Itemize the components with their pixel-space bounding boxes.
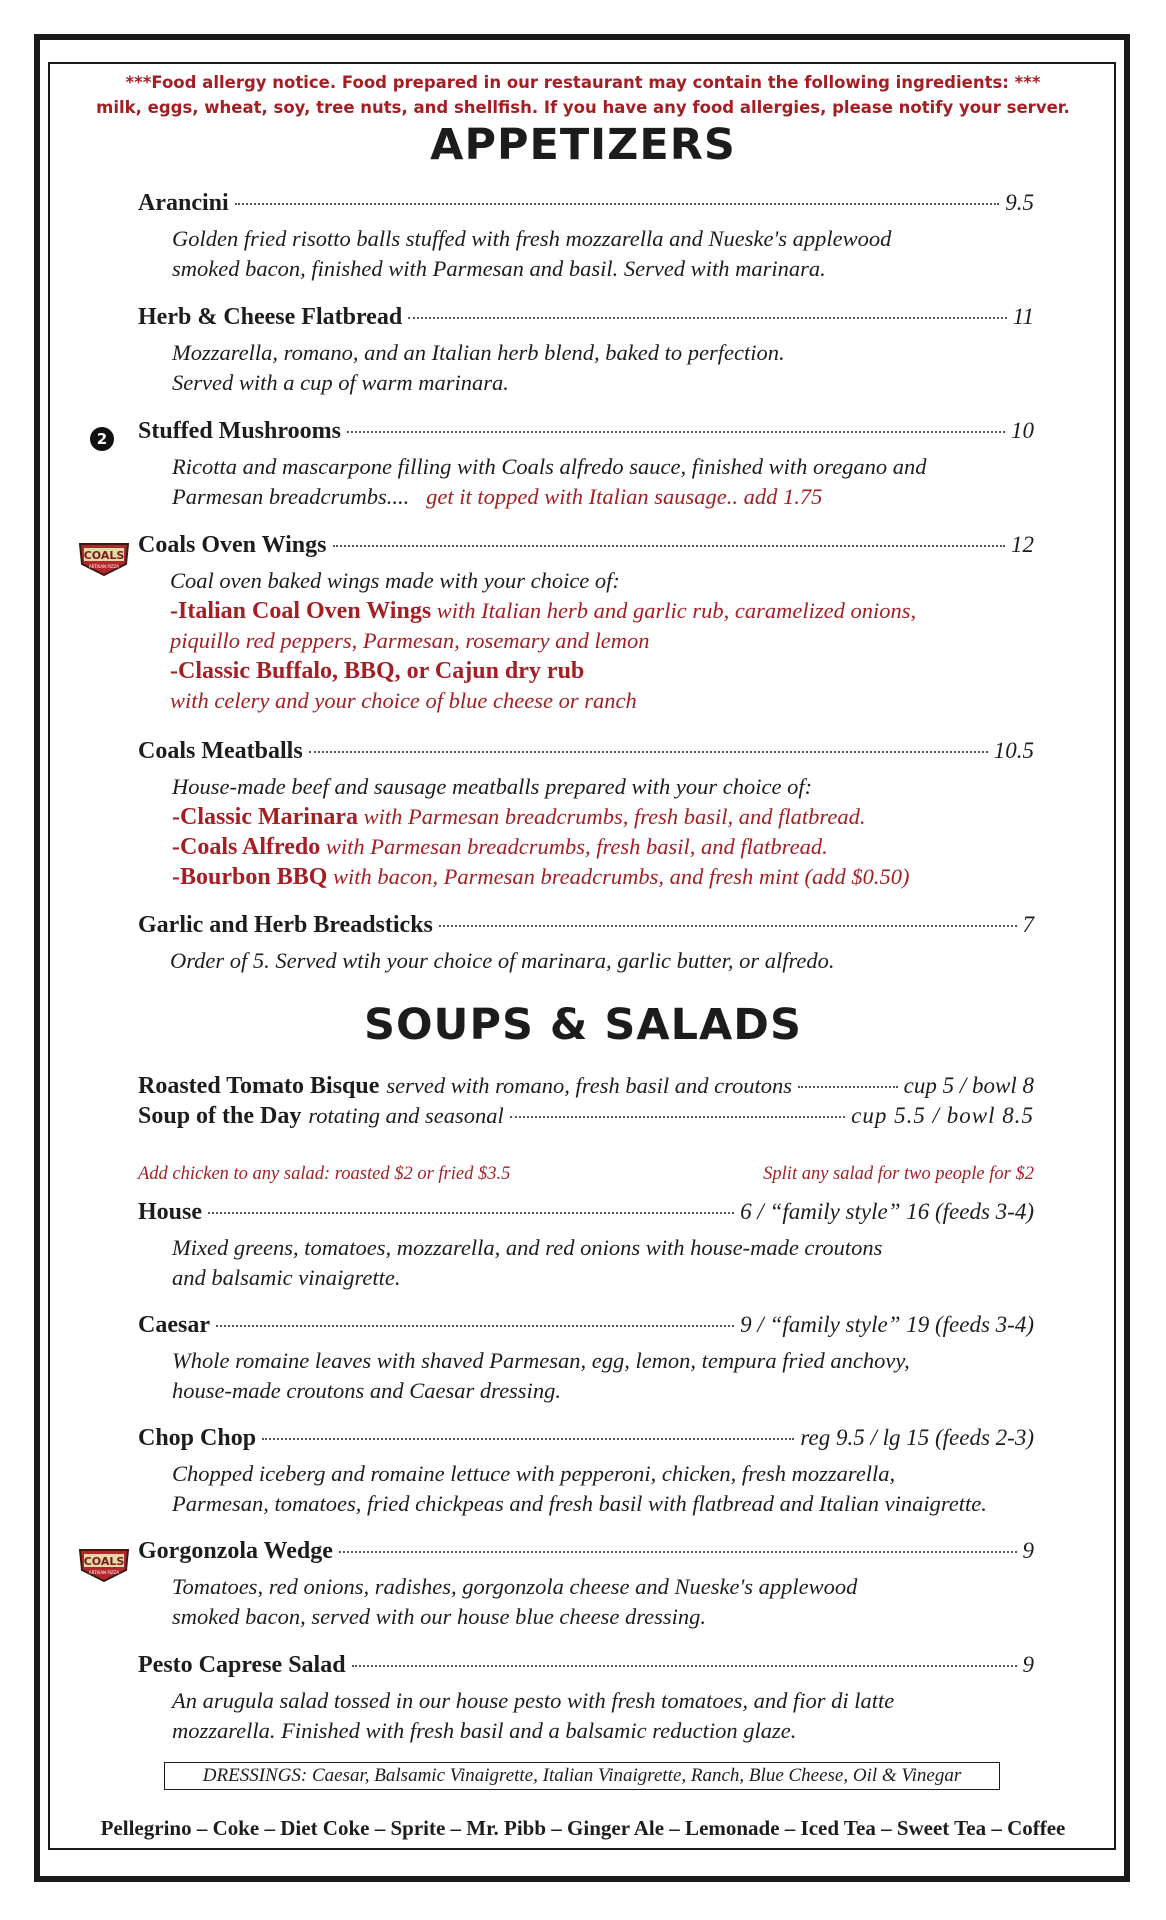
item-description bbox=[172, 1346, 1034, 1406]
item-description bbox=[170, 566, 1034, 716]
item-name: Coals Meatballs bbox=[138, 738, 303, 764]
dot-leader bbox=[510, 1116, 845, 1118]
dot-leader bbox=[235, 203, 1000, 205]
option-line bbox=[170, 596, 1034, 626]
soups-salads-heading: SOUPS & SALADS bbox=[364, 1000, 802, 1050]
allergy-line-2: milk, eggs, wheat, soy, tree nuts, and shellfish. If you have any food allergies, please notify your server. bbox=[96, 98, 1070, 117]
option-line bbox=[172, 832, 1034, 862]
item-description bbox=[170, 946, 1034, 976]
menu-item-pesto-caprese bbox=[138, 1652, 1034, 1746]
salad-notes bbox=[138, 1164, 1034, 1185]
option-line bbox=[172, 802, 1034, 832]
dot-leader bbox=[352, 1665, 1017, 1667]
item-name: Coals Oven Wings bbox=[138, 532, 327, 558]
menu-item-caesar-salad bbox=[138, 1312, 1034, 1406]
option-name: -Classic Marinara bbox=[172, 804, 358, 830]
item-name: Arancini bbox=[138, 190, 229, 216]
allergy-line-1: ***Food allergy notice. Food prepared in our restaurant may contain the following ingredients: *** bbox=[125, 73, 1041, 92]
desc-line: mozzarella. Finished with fresh basil and a balsamic reduction glaze. bbox=[172, 1718, 797, 1743]
item-name: Gorgonzola Wedge bbox=[138, 1538, 333, 1564]
desc-line: Order of 5. Served wtih your choice of marinara, garlic butter, or alfredo. bbox=[170, 948, 835, 973]
item-price: 10 bbox=[1011, 418, 1034, 443]
appetizers-heading: APPETIZERS bbox=[430, 120, 736, 170]
soup-list bbox=[138, 1073, 1034, 1133]
desc-line: Chopped iceberg and romaine lettuce with pepperoni, chicken, fresh mozzarella, bbox=[172, 1461, 896, 1486]
logo-subtext: ARTISAN PIZZA bbox=[88, 1570, 120, 1575]
option-desc: with Parmesan breadcrumbs, fresh basil, and flatbread. bbox=[363, 804, 866, 829]
item-price: 7 bbox=[1022, 912, 1034, 937]
dot-leader bbox=[347, 431, 1005, 433]
option-desc: with Italian herb and garlic rub, caramelized onions, bbox=[436, 598, 917, 623]
option-desc: with Parmesan breadcrumbs, fresh basil, and flatbread. bbox=[325, 834, 828, 859]
item-price: 10.5 bbox=[993, 738, 1034, 763]
item-price: 9.5 bbox=[1005, 190, 1034, 215]
soup-price: cup 5 / bowl 8 bbox=[903, 1073, 1034, 1098]
allergy-notice bbox=[60, 70, 1106, 120]
item-price: 11 bbox=[1012, 304, 1034, 329]
option-name: -Bourbon BBQ bbox=[172, 864, 328, 890]
item-name: Chop Chop bbox=[138, 1425, 257, 1451]
desc-line: smoked bacon, finished with Parmesan and basil. Served with marinara. bbox=[172, 256, 826, 281]
dressings-box: DRESSINGS: Caesar, Balsamic Vinaigrette, Italian Vinaigrette, Ranch, Blue Cheese, Oil & Vinegar bbox=[164, 1762, 1000, 1790]
item-description bbox=[172, 1459, 1034, 1519]
logo-text: COALS bbox=[83, 549, 125, 562]
item-description bbox=[172, 452, 1034, 512]
desc-line: house-made croutons and Caesar dressing. bbox=[172, 1378, 561, 1403]
option-desc: with bacon, Parmesan breadcrumbs, and fresh mint (add $0.50) bbox=[333, 864, 910, 889]
item-description bbox=[172, 338, 1034, 398]
coals-logo-icon bbox=[76, 1546, 132, 1584]
option-name: -Classic Buffalo, BBQ, or Cajun dry rub bbox=[170, 658, 585, 684]
dot-leader bbox=[408, 317, 1007, 319]
dot-leader bbox=[216, 1325, 734, 1327]
logo-subtext: ARTISAN PIZZA bbox=[88, 564, 120, 569]
menu-item-stuffed-mushrooms bbox=[138, 418, 1034, 512]
item-description bbox=[172, 772, 1034, 892]
item-price: 12 bbox=[1011, 532, 1034, 557]
desc-line: Tomatoes, red onions, radishes, gorgonzola cheese and Nueske's applewood bbox=[172, 1574, 858, 1599]
number-2-badge-icon: 2 bbox=[90, 427, 114, 451]
option-desc: piquillo red peppers, Parmesan, rosemary and lemon bbox=[170, 628, 650, 653]
item-name: Stuffed Mushrooms bbox=[138, 418, 341, 444]
soup-row bbox=[138, 1073, 1034, 1103]
item-name: Herb & Cheese Flatbread bbox=[138, 304, 403, 330]
desc-line: Mixed greens, tomatoes, mozzarella, and red onions with house-made croutons bbox=[172, 1235, 883, 1260]
option-name: -Italian Coal Oven Wings bbox=[170, 598, 432, 624]
soup-row bbox=[138, 1103, 1034, 1133]
desc-line: and balsamic vinaigrette. bbox=[172, 1265, 401, 1290]
soup-desc: served with romano, fresh basil and croutons bbox=[386, 1073, 793, 1098]
soup-name: Soup of the Day bbox=[138, 1103, 302, 1129]
dot-leader bbox=[333, 545, 1006, 547]
item-name: Garlic and Herb Breadsticks bbox=[138, 912, 433, 938]
desc-line: Ricotta and mascarpone filling with Coals alfredo sauce, finished with oregano and bbox=[172, 454, 927, 479]
item-name: Pesto Caprese Salad bbox=[138, 1652, 346, 1678]
desc-line: House-made beef and sausage meatballs prepared with your choice of: bbox=[172, 774, 813, 799]
option-line bbox=[170, 656, 1034, 686]
menu-item-gorgonzola-wedge bbox=[138, 1538, 1034, 1632]
desc-line bbox=[172, 482, 1034, 512]
add-chicken-note: Add chicken to any salad: roasted $2 or fried $3.5 bbox=[138, 1164, 511, 1184]
desc-line: Golden fried risotto balls stuffed with fresh mozzarella and Nueske's applewood bbox=[172, 226, 892, 251]
desc-line: Whole romaine leaves with shaved Parmesan, egg, lemon, tempura fried anchovy, bbox=[172, 1348, 910, 1373]
item-price: 9 / “family style” 19 (feeds 3-4) bbox=[740, 1312, 1034, 1337]
menu-item-chop-chop bbox=[138, 1425, 1034, 1519]
soup-desc: rotating and seasonal bbox=[308, 1103, 504, 1128]
desc-line: smoked bacon, served with our house blue cheese dressing. bbox=[172, 1604, 707, 1629]
option-name: -Coals Alfredo bbox=[172, 834, 321, 860]
desc-line: Mozzarella, romano, and an Italian herb blend, baked to perfection. bbox=[172, 340, 785, 365]
dot-leader bbox=[309, 751, 988, 753]
desc-text: Parmesan breadcrumbs.... bbox=[172, 484, 410, 509]
item-price: 9 bbox=[1022, 1538, 1034, 1563]
dot-leader bbox=[798, 1086, 898, 1088]
desc-line: An arugula salad tossed in our house pesto with fresh tomatoes, and fior di latte bbox=[172, 1688, 895, 1713]
item-price: 9 bbox=[1022, 1652, 1034, 1677]
desc-line: Served with a cup of warm marinara. bbox=[172, 370, 509, 395]
item-description bbox=[172, 1233, 1034, 1293]
logo-text: COALS bbox=[83, 1555, 125, 1568]
dot-leader bbox=[439, 925, 1017, 927]
menu-item-flatbread bbox=[138, 304, 1034, 398]
option-line bbox=[172, 862, 1034, 892]
option-desc: with celery and your choice of blue cheese or ranch bbox=[170, 688, 637, 713]
addon-text: get it topped with Italian sausage.. add 1.75 bbox=[426, 484, 823, 509]
menu-item-arancini bbox=[138, 190, 1034, 284]
soup-name: Roasted Tomato Bisque bbox=[138, 1073, 380, 1099]
dot-leader bbox=[208, 1212, 734, 1214]
menu-item-meatballs bbox=[138, 738, 1034, 892]
item-description bbox=[172, 1686, 1034, 1746]
menu-item-oven-wings bbox=[138, 532, 1034, 716]
item-name: Caesar bbox=[138, 1312, 210, 1338]
coals-logo-icon bbox=[76, 540, 132, 578]
item-price: reg 9.5 / lg 15 (feeds 2-3) bbox=[800, 1425, 1034, 1450]
menu-item-breadsticks bbox=[138, 912, 1034, 976]
drinks-list: Pellegrino – Coke – Diet Coke – Sprite – Mr. Pibb – Ginger Ale – Lemonade – Iced Tea – Sweet Tea – Coffee bbox=[100, 1816, 1066, 1840]
item-price: 6 / “family style” 16 (feeds 3-4) bbox=[740, 1199, 1034, 1224]
soup-price: cup 5.5 / bowl 8.5 bbox=[851, 1103, 1034, 1128]
split-salad-note: Split any salad for two people for $2 bbox=[763, 1164, 1034, 1184]
desc-line: Parmesan, tomatoes, fried chickpeas and fresh basil with flatbread and Italian vinaigrette. bbox=[172, 1491, 987, 1516]
menu-item-house-salad bbox=[138, 1199, 1034, 1293]
desc-line: Coal oven baked wings made with your choice of: bbox=[170, 568, 620, 593]
dot-leader bbox=[262, 1438, 794, 1440]
item-name: House bbox=[138, 1199, 203, 1225]
item-description bbox=[172, 1572, 1034, 1632]
dot-leader bbox=[339, 1551, 1017, 1553]
item-description bbox=[172, 224, 1034, 284]
